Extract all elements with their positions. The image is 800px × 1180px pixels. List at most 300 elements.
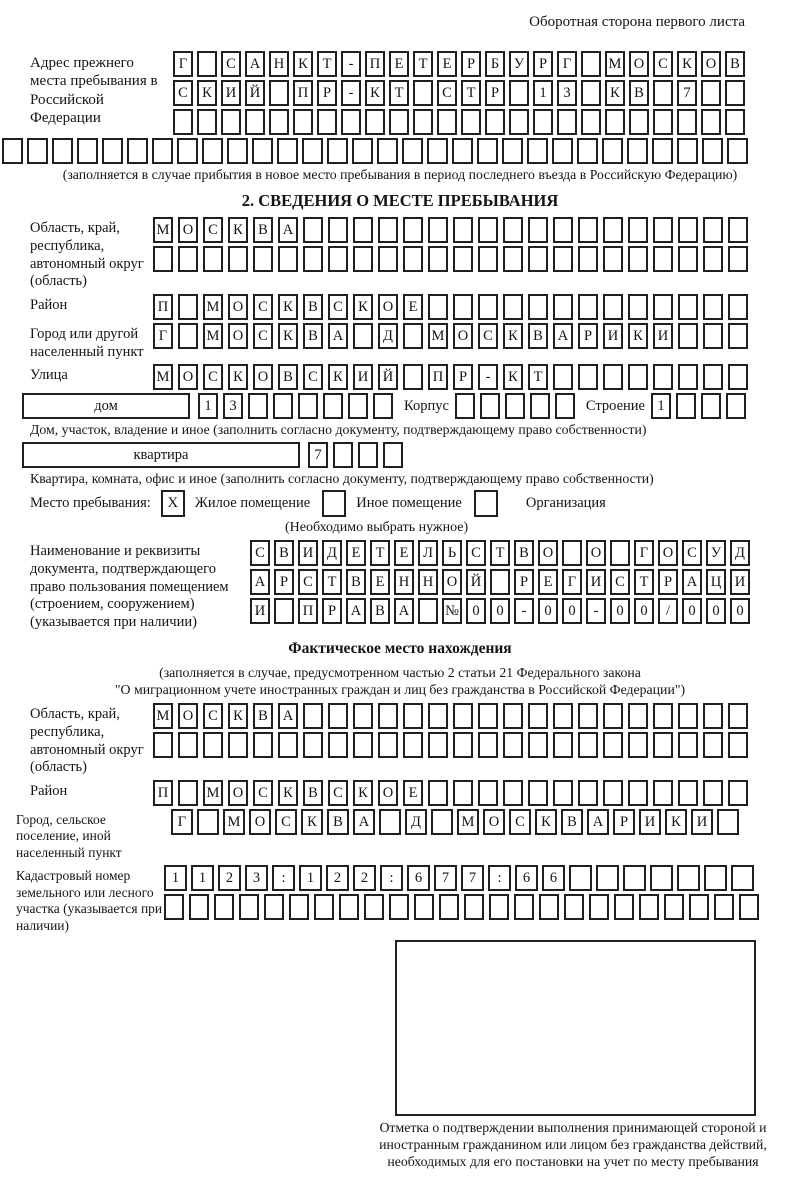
char-cell[interactable]: Т	[370, 540, 390, 566]
char-cell[interactable]: В	[253, 703, 273, 729]
char-cell[interactable]: Т	[413, 51, 433, 77]
char-cell[interactable]	[202, 138, 223, 164]
char-cell[interactable]: С	[203, 364, 223, 390]
char-cell[interactable]	[653, 703, 673, 729]
char-cell[interactable]	[365, 109, 385, 135]
char-cell[interactable]	[178, 780, 198, 806]
char-cell[interactable]	[703, 323, 723, 349]
char-cell[interactable]: О	[586, 540, 606, 566]
char-cell[interactable]	[453, 780, 473, 806]
char-cell[interactable]	[653, 109, 673, 135]
char-cell[interactable]	[603, 217, 623, 243]
char-cell[interactable]: И	[586, 569, 606, 595]
char-cell[interactable]	[555, 393, 575, 419]
char-cell[interactable]: М	[203, 294, 223, 320]
char-cell[interactable]	[653, 364, 673, 390]
char-cell[interactable]: С	[437, 80, 457, 106]
char-cell[interactable]	[403, 217, 423, 243]
char-cell[interactable]: В	[725, 51, 745, 77]
char-cell[interactable]: О	[378, 294, 398, 320]
char-cell[interactable]: К	[278, 780, 298, 806]
char-cell[interactable]: К	[228, 703, 248, 729]
char-cell[interactable]	[605, 109, 625, 135]
char-cell[interactable]: П	[153, 780, 173, 806]
char-cell[interactable]: С	[298, 569, 318, 595]
char-cell[interactable]: :	[488, 865, 511, 891]
char-cell[interactable]	[603, 732, 623, 758]
char-cell[interactable]	[221, 109, 241, 135]
char-cell[interactable]: Т	[634, 569, 654, 595]
char-cell[interactable]	[578, 732, 598, 758]
char-cell[interactable]: С	[253, 780, 273, 806]
char-cell[interactable]: О	[483, 809, 505, 835]
char-cell[interactable]	[353, 703, 373, 729]
char-cell[interactable]	[578, 364, 598, 390]
char-cell[interactable]	[323, 393, 343, 419]
char-cell[interactable]: К	[301, 809, 323, 835]
char-cell[interactable]	[478, 732, 498, 758]
char-cell[interactable]: К	[278, 323, 298, 349]
char-cell[interactable]: Д	[378, 323, 398, 349]
char-cell[interactable]	[377, 138, 398, 164]
char-cell[interactable]: 0	[706, 598, 726, 624]
char-cell[interactable]	[274, 598, 294, 624]
char-cell[interactable]	[564, 894, 584, 920]
char-cell[interactable]: К	[278, 294, 298, 320]
char-cell[interactable]	[528, 732, 548, 758]
char-cell[interactable]	[203, 246, 223, 272]
char-cell[interactable]	[378, 217, 398, 243]
char-cell[interactable]	[328, 246, 348, 272]
char-cell[interactable]	[428, 246, 448, 272]
char-cell[interactable]: М	[223, 809, 245, 835]
char-cell[interactable]: 0	[730, 598, 750, 624]
char-cell[interactable]: 1	[533, 80, 553, 106]
char-cell[interactable]: Г	[562, 569, 582, 595]
char-cell[interactable]	[358, 442, 378, 468]
char-cell[interactable]: Й	[466, 569, 486, 595]
char-cell[interactable]	[453, 703, 473, 729]
char-cell[interactable]: Е	[403, 780, 423, 806]
char-cell[interactable]	[623, 865, 646, 891]
char-cell[interactable]	[509, 109, 529, 135]
char-cell[interactable]: О	[178, 364, 198, 390]
char-cell[interactable]	[717, 809, 739, 835]
char-cell[interactable]	[302, 138, 323, 164]
char-cell[interactable]: П	[298, 598, 318, 624]
char-cell[interactable]	[428, 732, 448, 758]
char-cell[interactable]: 6	[515, 865, 538, 891]
char-cell[interactable]: А	[587, 809, 609, 835]
char-cell[interactable]: И	[653, 323, 673, 349]
char-cell[interactable]	[173, 109, 193, 135]
char-cell[interactable]	[389, 109, 409, 135]
char-cell[interactable]	[353, 217, 373, 243]
char-cell[interactable]: О	[378, 780, 398, 806]
char-cell[interactable]: О	[253, 364, 273, 390]
char-cell[interactable]: Й	[245, 80, 265, 106]
char-cell[interactable]: К	[353, 780, 373, 806]
char-cell[interactable]: О	[658, 540, 678, 566]
char-cell[interactable]	[701, 80, 721, 106]
char-cell[interactable]	[578, 703, 598, 729]
char-cell[interactable]: Р	[274, 569, 294, 595]
char-cell[interactable]	[477, 138, 498, 164]
char-cell[interactable]	[228, 246, 248, 272]
char-cell[interactable]	[528, 217, 548, 243]
char-cell[interactable]: -	[478, 364, 498, 390]
char-cell[interactable]	[197, 809, 219, 835]
char-cell[interactable]	[653, 294, 673, 320]
char-cell[interactable]: С	[253, 294, 273, 320]
char-cell[interactable]: С	[221, 51, 241, 77]
char-cell[interactable]	[578, 780, 598, 806]
char-cell[interactable]: Т	[322, 569, 342, 595]
char-cell[interactable]: М	[203, 780, 223, 806]
char-cell[interactable]: :	[272, 865, 295, 891]
char-cell[interactable]	[503, 780, 523, 806]
char-cell[interactable]: -	[341, 80, 361, 106]
char-cell[interactable]	[413, 80, 433, 106]
char-cell[interactable]	[676, 393, 696, 419]
char-cell[interactable]: И	[691, 809, 713, 835]
char-cell[interactable]	[728, 732, 748, 758]
char-cell[interactable]	[478, 246, 498, 272]
char-cell[interactable]: Д	[405, 809, 427, 835]
char-cell[interactable]	[610, 540, 630, 566]
char-cell[interactable]	[252, 138, 273, 164]
char-cell[interactable]	[277, 138, 298, 164]
other-premises-checkbox[interactable]	[322, 490, 346, 517]
char-cell[interactable]: К	[503, 364, 523, 390]
char-cell[interactable]	[581, 51, 601, 77]
char-cell[interactable]	[328, 732, 348, 758]
char-cell[interactable]	[453, 294, 473, 320]
char-cell[interactable]: Г	[634, 540, 654, 566]
char-cell[interactable]	[703, 246, 723, 272]
char-cell[interactable]: 0	[466, 598, 486, 624]
char-cell[interactable]: 1	[299, 865, 322, 891]
char-cell[interactable]: Р	[578, 323, 598, 349]
char-cell[interactable]	[102, 138, 123, 164]
char-cell[interactable]	[578, 294, 598, 320]
char-cell[interactable]	[248, 393, 268, 419]
char-cell[interactable]: М	[153, 364, 173, 390]
char-cell[interactable]	[490, 569, 510, 595]
char-cell[interactable]	[314, 894, 334, 920]
char-cell[interactable]	[327, 138, 348, 164]
char-cell[interactable]	[278, 732, 298, 758]
char-cell[interactable]: Е	[538, 569, 558, 595]
char-cell[interactable]: В	[346, 569, 366, 595]
char-cell[interactable]: В	[303, 294, 323, 320]
char-cell[interactable]: 1	[191, 865, 214, 891]
char-cell[interactable]: Л	[418, 540, 438, 566]
char-cell[interactable]	[703, 217, 723, 243]
char-cell[interactable]	[352, 138, 373, 164]
char-cell[interactable]: В	[274, 540, 294, 566]
char-cell[interactable]: 3	[245, 865, 268, 891]
char-cell[interactable]: В	[253, 217, 273, 243]
char-cell[interactable]	[478, 294, 498, 320]
char-cell[interactable]	[253, 732, 273, 758]
char-cell[interactable]	[428, 780, 448, 806]
char-cell[interactable]: С	[253, 323, 273, 349]
char-cell[interactable]: О	[228, 780, 248, 806]
char-cell[interactable]	[503, 732, 523, 758]
char-cell[interactable]	[178, 294, 198, 320]
char-cell[interactable]	[602, 138, 623, 164]
char-cell[interactable]	[2, 138, 23, 164]
char-cell[interactable]	[245, 109, 265, 135]
char-cell[interactable]	[581, 109, 601, 135]
char-cell[interactable]	[403, 246, 423, 272]
char-cell[interactable]: -	[586, 598, 606, 624]
char-cell[interactable]: Н	[269, 51, 289, 77]
char-cell[interactable]: С	[203, 703, 223, 729]
char-cell[interactable]: К	[365, 80, 385, 106]
char-cell[interactable]	[614, 894, 634, 920]
char-cell[interactable]: Е	[346, 540, 366, 566]
char-cell[interactable]	[303, 217, 323, 243]
organization-checkbox[interactable]	[474, 490, 498, 517]
char-cell[interactable]	[328, 703, 348, 729]
char-cell[interactable]	[373, 393, 393, 419]
char-cell[interactable]: В	[514, 540, 534, 566]
char-cell[interactable]: -	[341, 51, 361, 77]
char-cell[interactable]	[333, 442, 353, 468]
char-cell[interactable]: С	[478, 323, 498, 349]
char-cell[interactable]	[689, 894, 709, 920]
char-cell[interactable]: 7	[461, 865, 484, 891]
char-cell[interactable]	[678, 364, 698, 390]
char-cell[interactable]: Р	[317, 80, 337, 106]
char-cell[interactable]: Т	[317, 51, 337, 77]
char-cell[interactable]	[533, 109, 553, 135]
char-cell[interactable]: 3	[223, 393, 243, 419]
char-cell[interactable]: А	[346, 598, 366, 624]
char-cell[interactable]	[678, 217, 698, 243]
char-cell[interactable]	[503, 294, 523, 320]
char-cell[interactable]: А	[278, 703, 298, 729]
char-cell[interactable]	[298, 393, 318, 419]
char-cell[interactable]	[503, 246, 523, 272]
char-cell[interactable]	[303, 246, 323, 272]
char-cell[interactable]: С	[509, 809, 531, 835]
char-cell[interactable]	[653, 217, 673, 243]
char-cell[interactable]	[52, 138, 73, 164]
char-cell[interactable]	[464, 894, 484, 920]
char-cell[interactable]: К	[197, 80, 217, 106]
char-cell[interactable]	[726, 393, 746, 419]
char-cell[interactable]	[328, 217, 348, 243]
char-cell[interactable]	[553, 780, 573, 806]
char-cell[interactable]	[678, 246, 698, 272]
char-cell[interactable]: Д	[730, 540, 750, 566]
char-cell[interactable]	[703, 732, 723, 758]
char-cell[interactable]	[378, 246, 398, 272]
char-cell[interactable]	[317, 109, 337, 135]
char-cell[interactable]	[452, 138, 473, 164]
char-cell[interactable]: И	[730, 569, 750, 595]
char-cell[interactable]: Р	[613, 809, 635, 835]
char-cell[interactable]	[553, 364, 573, 390]
char-cell[interactable]: С	[275, 809, 297, 835]
char-cell[interactable]	[678, 703, 698, 729]
char-cell[interactable]: М	[153, 217, 173, 243]
char-cell[interactable]	[702, 138, 723, 164]
char-cell[interactable]: Р	[514, 569, 534, 595]
char-cell[interactable]: 2	[353, 865, 376, 891]
char-cell[interactable]	[714, 894, 734, 920]
char-cell[interactable]	[503, 703, 523, 729]
char-cell[interactable]	[453, 246, 473, 272]
char-cell[interactable]	[383, 442, 403, 468]
char-cell[interactable]: О	[538, 540, 558, 566]
char-cell[interactable]: 3	[557, 80, 577, 106]
char-cell[interactable]	[228, 732, 248, 758]
char-cell[interactable]: Р	[453, 364, 473, 390]
char-cell[interactable]	[628, 246, 648, 272]
char-cell[interactable]	[603, 294, 623, 320]
char-cell[interactable]	[528, 780, 548, 806]
char-cell[interactable]: С	[203, 217, 223, 243]
char-cell[interactable]	[664, 894, 684, 920]
char-cell[interactable]	[152, 138, 173, 164]
char-cell[interactable]: 6	[542, 865, 565, 891]
char-cell[interactable]	[678, 732, 698, 758]
char-cell[interactable]: Е	[437, 51, 457, 77]
char-cell[interactable]: Р	[658, 569, 678, 595]
char-cell[interactable]: И	[221, 80, 241, 106]
char-cell[interactable]: Н	[418, 569, 438, 595]
char-cell[interactable]	[164, 894, 184, 920]
char-cell[interactable]: П	[365, 51, 385, 77]
char-cell[interactable]: К	[535, 809, 557, 835]
char-cell[interactable]	[214, 894, 234, 920]
char-cell[interactable]	[269, 109, 289, 135]
char-cell[interactable]	[728, 217, 748, 243]
char-cell[interactable]: О	[629, 51, 649, 77]
char-cell[interactable]: М	[605, 51, 625, 77]
char-cell[interactable]	[478, 217, 498, 243]
char-cell[interactable]	[253, 246, 273, 272]
char-cell[interactable]: К	[293, 51, 313, 77]
char-cell[interactable]	[628, 732, 648, 758]
char-cell[interactable]	[562, 540, 582, 566]
char-cell[interactable]: 6	[407, 865, 430, 891]
char-cell[interactable]	[478, 780, 498, 806]
char-cell[interactable]: Г	[173, 51, 193, 77]
char-cell[interactable]	[728, 780, 748, 806]
char-cell[interactable]: Е	[403, 294, 423, 320]
char-cell[interactable]: К	[677, 51, 697, 77]
char-cell[interactable]: П	[428, 364, 448, 390]
char-cell[interactable]	[485, 109, 505, 135]
char-cell[interactable]: Д	[322, 540, 342, 566]
char-cell[interactable]	[678, 294, 698, 320]
char-cell[interactable]	[628, 703, 648, 729]
char-cell[interactable]: А	[682, 569, 702, 595]
char-cell[interactable]: К	[228, 217, 248, 243]
char-cell[interactable]	[728, 364, 748, 390]
char-cell[interactable]: Е	[394, 540, 414, 566]
char-cell[interactable]	[418, 598, 438, 624]
char-cell[interactable]: Г	[557, 51, 577, 77]
char-cell[interactable]	[153, 732, 173, 758]
char-cell[interactable]: В	[561, 809, 583, 835]
char-cell[interactable]	[273, 393, 293, 419]
char-cell[interactable]	[527, 138, 548, 164]
char-cell[interactable]	[528, 246, 548, 272]
char-cell[interactable]: А	[353, 809, 375, 835]
char-cell[interactable]: 7	[308, 442, 328, 468]
char-cell[interactable]	[603, 246, 623, 272]
char-cell[interactable]: Р	[461, 51, 481, 77]
char-cell[interactable]	[509, 80, 529, 106]
char-cell[interactable]	[378, 732, 398, 758]
char-cell[interactable]	[603, 703, 623, 729]
char-cell[interactable]: Т	[490, 540, 510, 566]
char-cell[interactable]: 7	[434, 865, 457, 891]
char-cell[interactable]: А	[394, 598, 414, 624]
char-cell[interactable]: С	[328, 780, 348, 806]
char-cell[interactable]: О	[228, 323, 248, 349]
char-cell[interactable]	[428, 217, 448, 243]
char-cell[interactable]	[653, 732, 673, 758]
char-cell[interactable]: И	[250, 598, 270, 624]
char-cell[interactable]: Р	[485, 80, 505, 106]
char-cell[interactable]: А	[553, 323, 573, 349]
char-cell[interactable]	[403, 703, 423, 729]
char-cell[interactable]: А	[328, 323, 348, 349]
char-cell[interactable]	[603, 364, 623, 390]
char-cell[interactable]: Е	[389, 51, 409, 77]
char-cell[interactable]: О	[178, 217, 198, 243]
char-cell[interactable]: 2	[218, 865, 241, 891]
char-cell[interactable]	[453, 217, 473, 243]
char-cell[interactable]	[127, 138, 148, 164]
char-cell[interactable]	[403, 323, 423, 349]
char-cell[interactable]	[725, 109, 745, 135]
char-cell[interactable]: 1	[198, 393, 218, 419]
char-cell[interactable]	[589, 894, 609, 920]
char-cell[interactable]	[678, 780, 698, 806]
char-cell[interactable]	[739, 894, 759, 920]
char-cell[interactable]: О	[228, 294, 248, 320]
char-cell[interactable]: К	[328, 364, 348, 390]
char-cell[interactable]	[353, 732, 373, 758]
char-cell[interactable]	[505, 393, 525, 419]
char-cell[interactable]	[178, 246, 198, 272]
char-cell[interactable]	[178, 732, 198, 758]
char-cell[interactable]: Т	[528, 364, 548, 390]
char-cell[interactable]	[178, 323, 198, 349]
char-cell[interactable]	[677, 138, 698, 164]
char-cell[interactable]	[703, 294, 723, 320]
char-cell[interactable]: С	[466, 540, 486, 566]
char-cell[interactable]: 1	[164, 865, 187, 891]
char-cell[interactable]	[677, 865, 700, 891]
char-cell[interactable]	[439, 894, 459, 920]
char-cell[interactable]: О	[249, 809, 271, 835]
char-cell[interactable]	[239, 894, 259, 920]
char-cell[interactable]	[639, 894, 659, 920]
char-cell[interactable]: П	[153, 294, 173, 320]
char-cell[interactable]	[653, 246, 673, 272]
char-cell[interactable]	[227, 138, 248, 164]
char-cell[interactable]	[553, 294, 573, 320]
